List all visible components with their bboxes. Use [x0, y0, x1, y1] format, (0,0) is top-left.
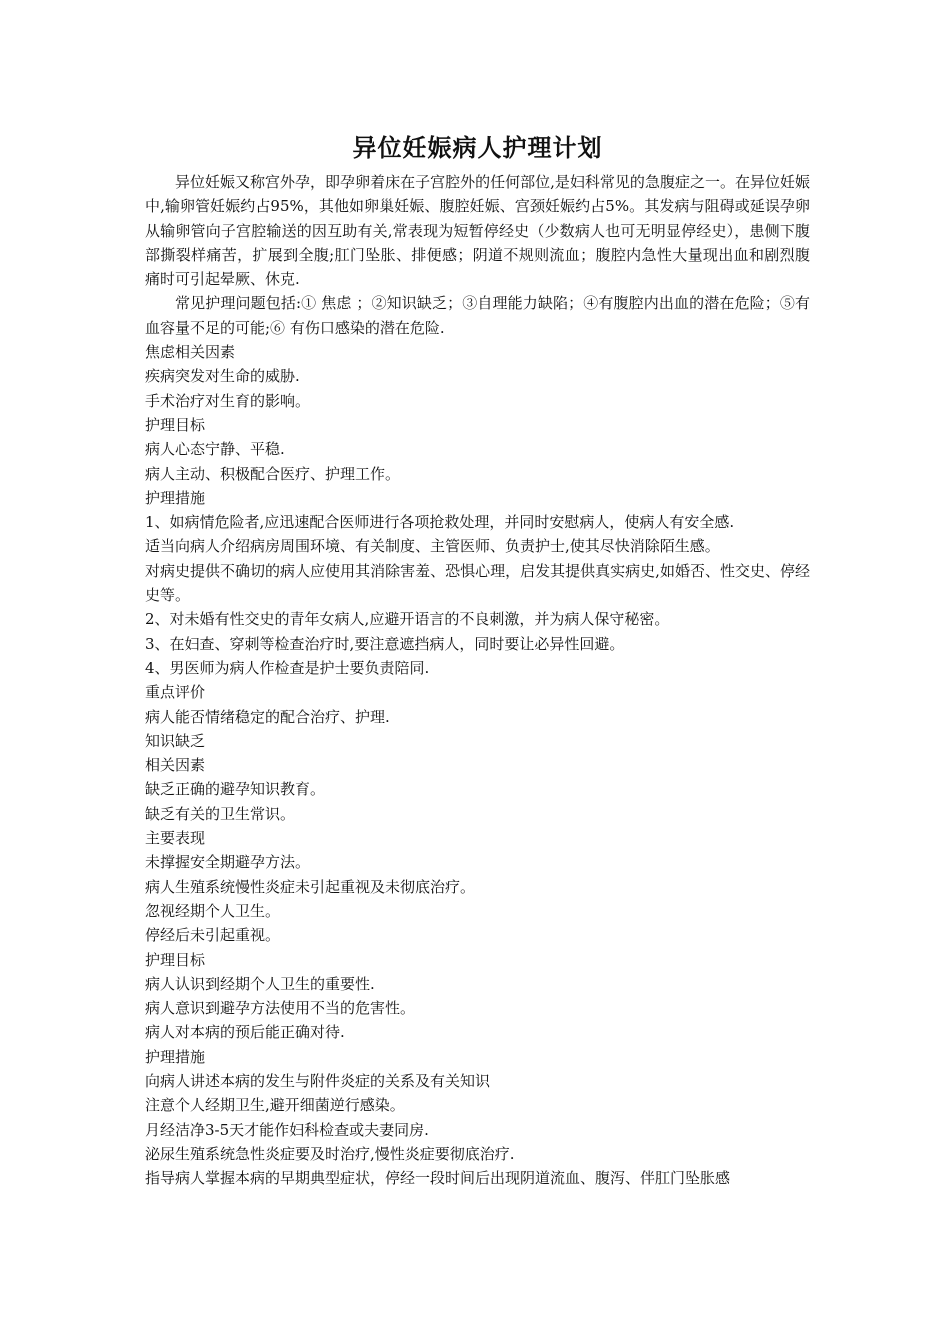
text-line: 缺乏正确的避孕知识教育。 [145, 780, 326, 799]
section-heading-key-evaluation: 重点评价 [145, 683, 206, 702]
text-line: 3、在妇查、穿刺等检查治疗时,要注意遮挡病人，同时要让必异性回避。 [145, 634, 625, 653]
text-line: 未撑握安全期避孕方法。 [145, 853, 311, 872]
text-line: 向病人讲述本病的发生与附件炎症的关系及有关知识 [145, 1071, 491, 1090]
text-line: 缺乏有关的卫生常识。 [145, 804, 296, 823]
section-heading-nursing-goals: 护理目标 [145, 415, 206, 434]
document-title: 异位妊娠病人护理计划 [352, 133, 603, 162]
section-heading-anxiety-factors: 焦虑相关因素 [145, 343, 236, 362]
section-heading-nursing-measures-2: 护理措施 [145, 1047, 206, 1066]
section-heading-nursing-goals-2: 护理目标 [145, 950, 206, 969]
intro-paragraph-1: 异位妊娠又称宫外孕，即孕卵着床在子宫腔外的任何部位,是妇科常见的急腹症之一。在异位妊娠中,输卵管妊娠约占95%，其他如卵巢妊娠、腹腔妊娠、宫颈妊娠约占5%。其发病与阻碍或延误孕卵从输卵管向子宫腔输送的因互助有关,常表现为短暂停经史（少数病人也可无明显停经史），患侧下腹部撕裂样痛苦，扩展到全腹;肛门坠胀、排便感；阴道不规则流血；腹腔内急性大量现出血和剧烈腹痛时可引起晕厥、休克. [145, 173, 810, 289]
text-line: 月经洁净3-5天才能作妇科检查或夫妻同房. [145, 1120, 429, 1139]
text-line: 2、对未婚有性交史的青年女病人,应避开语言的不良刺激，并为病人保守秘密。 [145, 610, 670, 629]
document-page [145, 128, 810, 1190]
text-line: 忽视经期个人卫生。 [145, 901, 281, 920]
text-line: 病人心态宁静、平稳. [145, 440, 285, 459]
text-line: 对病史提供不确切的病人应使用其消除害羞、恐惧心理，启发其提供真实病史,如婚否、性交史、停经史等。 [145, 561, 810, 605]
section-heading-knowledge-deficit: 知识缺乏 [145, 731, 206, 750]
text-line: 1、如病情危险者,应迅速配合医师进行各项抢救处理，并同时安慰病人，使病人有安全感. [145, 513, 735, 532]
section-heading-nursing-measures: 护理措施 [145, 488, 206, 507]
text-line: 病人能否情绪稳定的配合治疗、护理. [145, 707, 390, 726]
text-line: 4、男医师为病人作检查是护士要负责陪同. [145, 658, 430, 677]
intro-paragraph-2: 常见护理问题包括:① 焦虑 ；②知识缺乏；③自理能力缺陷；④有腹腔内出血的潜在危险；⑤有血容量不足的可能;⑥ 有伤口感染的潜在危险. [145, 294, 810, 337]
text-line: 疾病突发对生命的威胁. [145, 367, 300, 386]
text-line: 病人认识到经期个人卫生的重要性. [145, 974, 375, 993]
text-line: 指导病人掌握本病的早期典型症状，停经一段时间后出现阴道流血、腹泻、伴肛门坠胀感 [145, 1169, 731, 1188]
text-line: 注意个人经期卫生,避开细菌逆行感染。 [145, 1096, 405, 1115]
section-heading-main-manifestations: 主要表现 [145, 829, 206, 848]
text-line: 病人生殖系统慢性炎症未引起重视及未彻底治疗。 [145, 877, 476, 896]
text-line: 病人意识到避孕方法使用不当的危害性。 [145, 999, 416, 1018]
text-line: 适当向病人介绍病房周围环境、有关制度、主管医师、负责护士,使其尽快消除陌生感。 [145, 537, 720, 556]
text-line: 手术治疗对生育的影响。 [145, 391, 311, 410]
text-line: 泌尿生殖系统急性炎症要及时治疗,慢性炎症要彻底治疗. [145, 1144, 515, 1163]
text-line: 停经后未引起重视。 [145, 926, 281, 945]
section-heading-related-factors: 相关因素 [145, 756, 206, 775]
text-line: 病人对本病的预后能正确对待. [145, 1023, 345, 1042]
text-line: 病人主动、积极配合医疗、护理工作。 [145, 464, 401, 483]
